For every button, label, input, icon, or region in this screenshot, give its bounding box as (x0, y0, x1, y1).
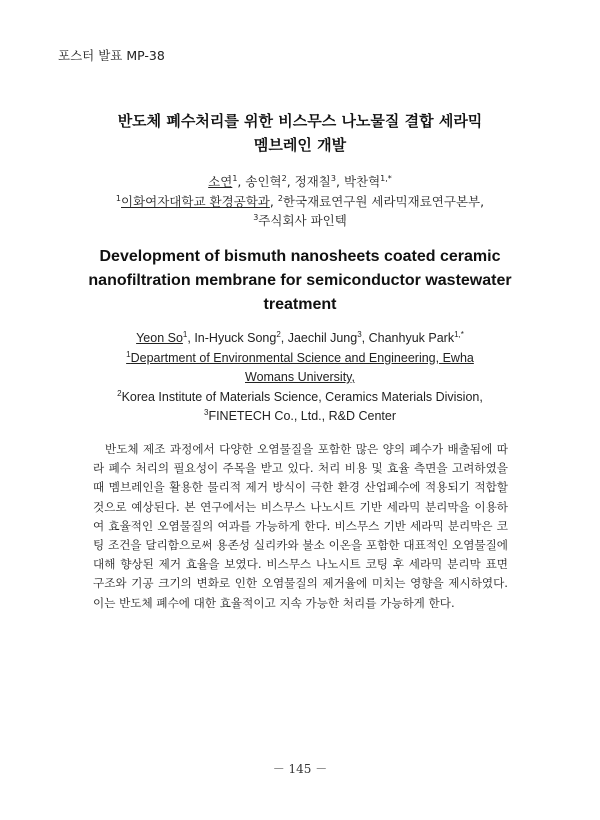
english-title-line: treatment (263, 296, 337, 313)
english-affiliation-line (0, 388, 600, 408)
author-name: 박찬혁 (343, 174, 381, 189)
english-author-block (0, 329, 600, 427)
affiliation-sup: 3 (253, 212, 259, 222)
affiliation-text: 한국재료연구원 세라믹재료연구본부 (282, 193, 481, 209)
affiliation-sup: 3 (203, 407, 209, 417)
author-name: Yeon So (136, 331, 183, 345)
korean-title-line: 멤브레인 개발 (253, 136, 347, 154)
author-name: 정재칠 (294, 174, 331, 189)
abstract-paragraph: 반도체 제조 과정에서 다양한 오염물질을 포함한 많은 양의 폐수가 배출됨에 따라 폐수 처리의 필요성이 주목을 받고 있다. 처리 비용 및 효율 측면을 고려하였을 때 멤브레인을 활용한 물리적 제거 방식이 극한 환경 산업폐수에 적용되기 적합할 것으로 예상된다. 본 연구에서는 비스무스 나노시트 기반 세라믹 분리막을 이용하여 효율적인 오염물질의 여과를 가능하게 한다. 비스무스 기반 세라믹 분리막은 코팅 조건을 달리함으로써 용존성 실리카와 불소 이온을 포함한 대표적인 오염물질에 대해 향상된 제거 효율을 보였다. 비스무스 나노시트 코팅 후 세라믹 분리막 표면 구조와 기공 크기의 변화로 인한 오염물질의 제거율에 미치는 영향을 제시하였다. 이는 반도체 폐수에 대한 효율적이고 지속 가능한 처리를 가능하게 한다. (93, 442, 508, 610)
author-sup: 1,* (380, 173, 392, 183)
affiliation-text: Korea Institute of Materials Science, Ceramics Materials Division, (121, 389, 483, 404)
author-sup: 1 (182, 329, 188, 339)
author-sup: 1,* (454, 329, 464, 339)
affiliation-text: 주식회사 파인텍 (258, 213, 347, 228)
author-name: Jaechil Jung (287, 331, 358, 345)
korean-title-line: 반도체 폐수처리를 위한 비스무스 나노물질 결합 세라믹 (117, 112, 483, 130)
korean-affiliation-line (0, 211, 600, 231)
author-sup: 2 (281, 173, 287, 183)
affiliation-text: 이화여자대학교 환경공학과 (121, 193, 270, 209)
korean-author-block (0, 172, 600, 231)
korean-title (0, 109, 600, 157)
english-title-line: nanofiltration membrane for semiconductor wastewater (88, 272, 512, 289)
english-affiliation-line (0, 407, 600, 427)
author-name: Chanhyuk Park (368, 331, 455, 345)
affiliation-text: Department of Environmental Science and Engineering, Ewha Womans University, (130, 350, 474, 384)
page-number: － 145 － (272, 762, 328, 776)
affiliation-sup: 1 (126, 349, 131, 359)
author-sup: 1 (232, 173, 238, 183)
author-name: 소연 (208, 174, 233, 189)
author-sup: 2 (276, 329, 281, 339)
korean-affiliation-line: $^1$이화여자대학교 환경공학과, $^2$한국재료연구원 세라믹재료연구본부, (115, 193, 485, 209)
author-sup: 3 (357, 329, 362, 339)
korean-author-list: 소연$^1$, 송인혁$^2$, 정재칠$^3$, 박찬혁$^{1,*}$ (208, 173, 392, 189)
english-title-line: Development of bismuth nanosheets coated ceramic (99, 248, 501, 265)
author-name: 송인혁 (245, 174, 282, 189)
english-author-list: Yeon So$^1$, In-Hyuck Song$^2$, Jaechil Jung$^3$, Chanhyuk Park$^{1,*}$ (136, 329, 464, 345)
affiliation-sup: 1 (115, 193, 121, 203)
session-tag: 포스터 발표 MP-38 (58, 48, 165, 63)
author-sup: 3 (330, 173, 336, 183)
affiliation-text: FINETECH Co., Ltd., R&D Center (208, 409, 396, 423)
author-name: In-Hyuck Song (194, 331, 277, 345)
affiliation-sup: 2 (277, 193, 283, 203)
english-title (0, 245, 600, 317)
affiliation-sup: 2 (117, 388, 122, 398)
english-affiliation-line (0, 349, 600, 388)
